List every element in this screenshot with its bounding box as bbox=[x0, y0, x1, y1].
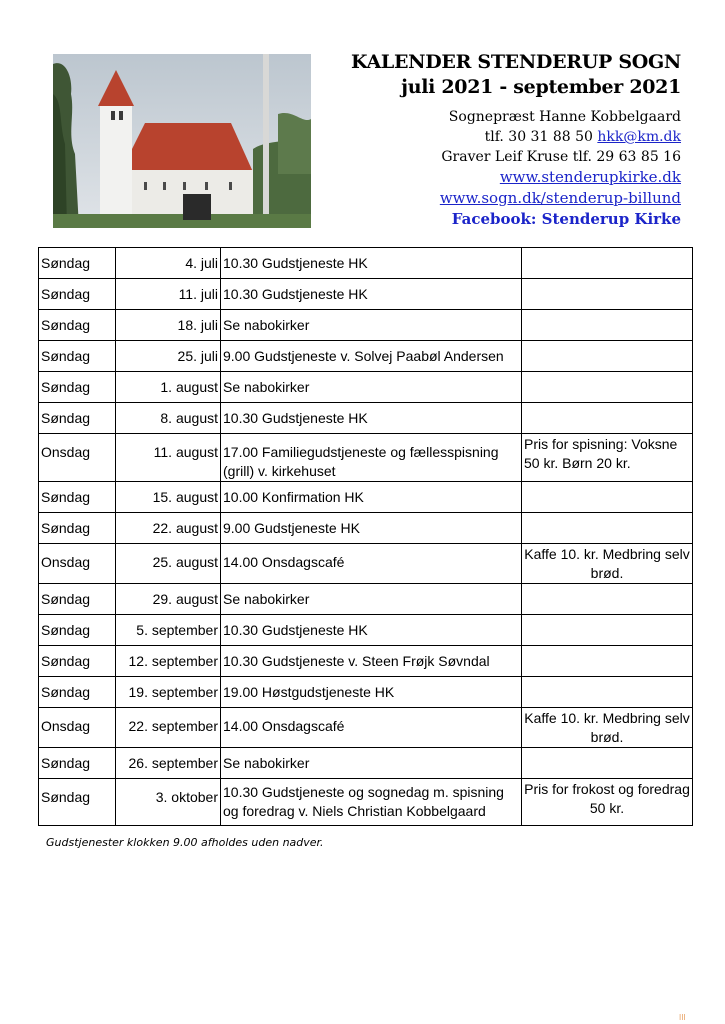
row-date: 3. oktober bbox=[155, 789, 218, 805]
row-event: 10.30 Gudstjeneste HK bbox=[223, 255, 368, 271]
table-row bbox=[39, 615, 693, 646]
row-note bbox=[524, 310, 690, 316]
table-row bbox=[39, 584, 693, 615]
priest-phone: tlf. 30 31 88 50 bbox=[484, 129, 598, 145]
row-day: Søndag bbox=[41, 622, 91, 638]
table-row bbox=[39, 748, 693, 779]
row-event: 14.00 Onsdagscafé bbox=[223, 718, 345, 734]
table-row bbox=[39, 482, 693, 513]
sexton-contact: Graver Leif Kruse tlf. 29 63 85 16 bbox=[441, 149, 681, 165]
row-note bbox=[524, 748, 690, 754]
row-note bbox=[524, 584, 690, 590]
row-note bbox=[524, 615, 690, 621]
priest-email-link[interactable]: hkk@km.dk bbox=[597, 129, 681, 145]
table-row bbox=[39, 341, 693, 372]
row-day: Onsdag bbox=[41, 444, 91, 460]
row-date: 11. juli bbox=[178, 286, 218, 302]
table-row bbox=[39, 779, 693, 826]
table-row bbox=[39, 372, 693, 403]
row-day: Søndag bbox=[41, 348, 91, 364]
row-date: 26. september bbox=[128, 755, 218, 771]
row-note: Pris for frokost og foredrag 50 kr. bbox=[524, 781, 690, 816]
row-day: Onsdag bbox=[41, 554, 91, 570]
facebook-link[interactable]: Facebook: Stenderup Kirke bbox=[451, 210, 681, 228]
row-date: 1. august bbox=[160, 379, 218, 395]
table-row bbox=[39, 677, 693, 708]
row-date: 8. august bbox=[160, 410, 218, 426]
website-link-sogn[interactable]: www.sogn.dk/stenderup-billund bbox=[439, 189, 681, 207]
row-date: 22. september bbox=[128, 718, 218, 734]
row-note bbox=[524, 248, 690, 254]
row-event: 10.30 Gudstjeneste v. Steen Frøjk Søvndal bbox=[223, 653, 490, 669]
row-date: 5. september bbox=[136, 622, 218, 638]
row-event: 10.30 Gudstjeneste HK bbox=[223, 410, 368, 426]
church-photo bbox=[53, 54, 311, 228]
row-date: 18. juli bbox=[177, 317, 218, 333]
row-day: Onsdag bbox=[41, 718, 91, 734]
table-row bbox=[39, 248, 693, 279]
priest-contact bbox=[281, 127, 681, 147]
row-date: 19. september bbox=[128, 684, 218, 700]
row-event: 19.00 Høstgudstjeneste HK bbox=[223, 684, 395, 700]
row-date: 29. august bbox=[152, 591, 218, 607]
row-event: Se nabokirker bbox=[223, 755, 310, 771]
row-note: Kaffe 10. kr. Medbring selv brød. bbox=[524, 546, 690, 581]
table-row bbox=[39, 708, 693, 748]
church-image bbox=[53, 54, 311, 228]
row-day: Søndag bbox=[41, 653, 91, 669]
row-date: 15. august bbox=[152, 489, 218, 505]
row-event: Se nabokirker bbox=[223, 379, 310, 395]
row-day: Søndag bbox=[41, 755, 91, 771]
table-row bbox=[39, 310, 693, 341]
row-note: Pris for spisning: Voksne 50 kr. Børn 20 kr. bbox=[524, 436, 678, 471]
row-event: Se nabokirker bbox=[223, 591, 310, 607]
row-note bbox=[524, 677, 690, 683]
website-link-stenderupkirke[interactable]: www.stenderupkirke.dk bbox=[499, 168, 681, 186]
row-note: Kaffe 10. kr. Medbring selv brød. bbox=[524, 710, 690, 745]
row-event: 9.00 Gudstjeneste HK bbox=[223, 520, 360, 536]
table-row bbox=[39, 544, 693, 584]
row-event: 10.30 Gudstjeneste HK bbox=[223, 286, 368, 302]
row-note bbox=[524, 482, 690, 488]
row-note bbox=[524, 279, 690, 285]
row-note bbox=[524, 403, 690, 409]
row-day: Søndag bbox=[41, 317, 91, 333]
table-row bbox=[39, 434, 693, 482]
row-note bbox=[524, 341, 690, 347]
footnote: Gudstjenester klokken 9.00 afholdes uden nadver. bbox=[46, 836, 324, 849]
row-note bbox=[524, 372, 690, 378]
row-day: Søndag bbox=[41, 789, 91, 805]
table-row bbox=[39, 646, 693, 677]
row-day: Søndag bbox=[41, 489, 91, 505]
row-date: 12. september bbox=[128, 653, 218, 669]
row-event: 10.30 Gudstjeneste HK bbox=[223, 622, 368, 638]
row-event: 9.00 Gudstjeneste v. Solvej Paabøl Andersen bbox=[223, 348, 504, 364]
table-row bbox=[39, 403, 693, 434]
table-row bbox=[39, 279, 693, 310]
row-note bbox=[524, 513, 690, 519]
priest-name: Sognepræst Hanne Kobbelgaard bbox=[448, 109, 681, 125]
row-note bbox=[524, 646, 690, 652]
row-event: 10.30 Gudstjeneste og sognedag m. spisning og foredrag v. Niels Christian Kobbelgaard bbox=[223, 784, 504, 819]
row-date: 11. august bbox=[153, 444, 218, 460]
row-day: Søndag bbox=[41, 286, 91, 302]
row-event: 10.00 Konfirmation HK bbox=[223, 489, 364, 505]
calendar-table bbox=[38, 247, 693, 826]
row-date: 25. juli bbox=[177, 348, 218, 364]
calendar-period: juli 2021 - september 2021 bbox=[401, 76, 681, 98]
row-date: 25. august bbox=[152, 554, 218, 570]
row-date: 4. juli bbox=[185, 255, 218, 271]
row-day: Søndag bbox=[41, 410, 91, 426]
header-block bbox=[281, 50, 681, 230]
calendar-title: KALENDER STENDERUP SOGN bbox=[351, 51, 681, 73]
page-mark-decoration: III bbox=[679, 1013, 686, 1022]
row-date: 22. august bbox=[152, 520, 218, 536]
row-day: Søndag bbox=[41, 520, 91, 536]
row-day: Søndag bbox=[41, 591, 91, 607]
row-event: 14.00 Onsdagscafé bbox=[223, 554, 345, 570]
row-day: Søndag bbox=[41, 379, 91, 395]
row-event: 17.00 Familiegudstjeneste og fællesspisning (grill) v. kirkehuset bbox=[223, 444, 499, 479]
table-row bbox=[39, 513, 693, 544]
row-day: Søndag bbox=[41, 255, 91, 271]
row-event: Se nabokirker bbox=[223, 317, 310, 333]
row-day: Søndag bbox=[41, 684, 91, 700]
